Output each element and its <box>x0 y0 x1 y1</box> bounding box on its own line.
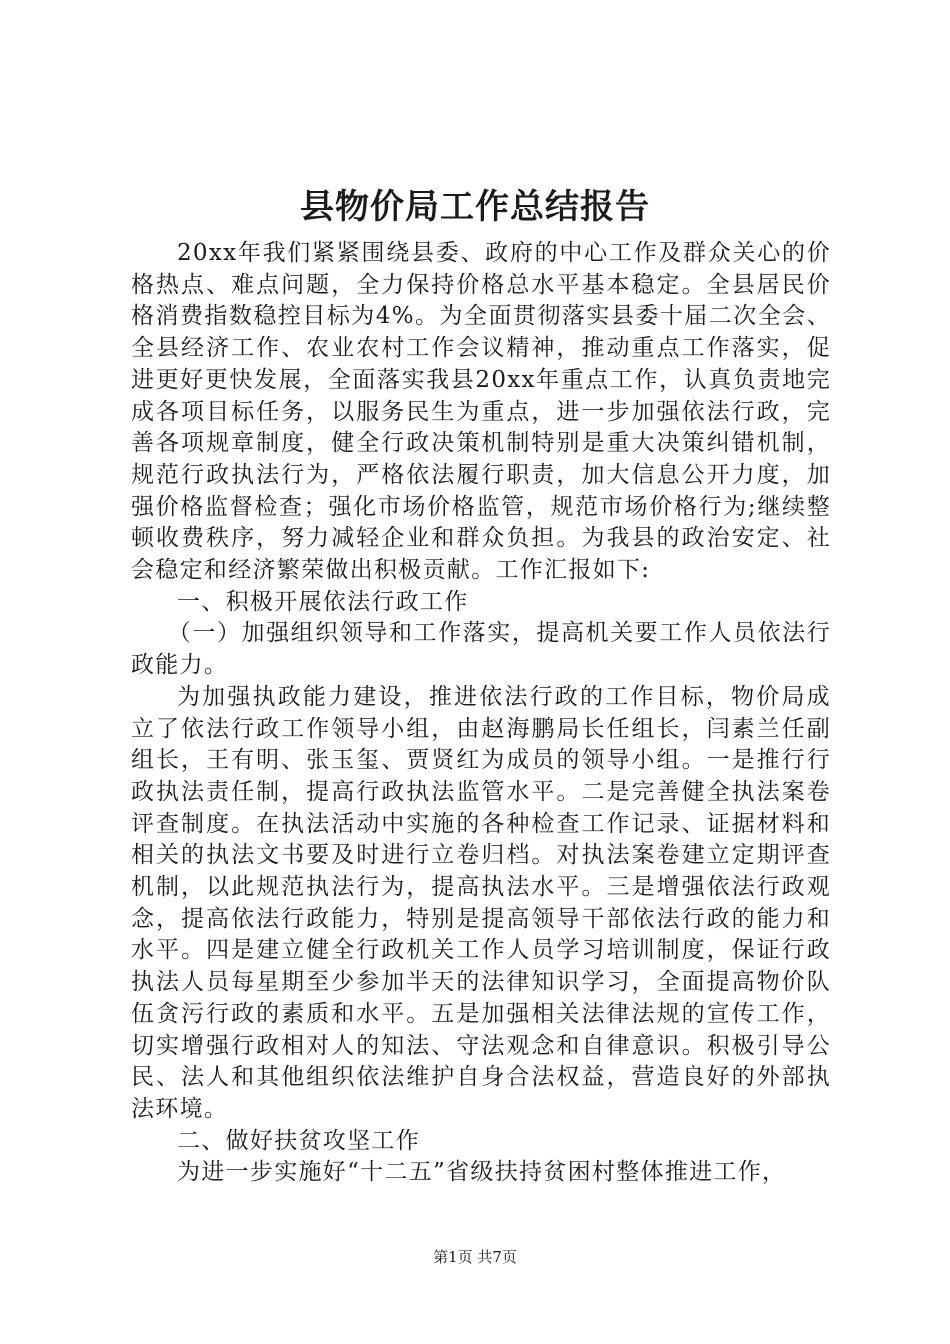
section-heading-2: 二、做好扶贫攻坚工作 <box>177 1127 420 1154</box>
section-1-paragraph: 为加强执政能力建设，推进依法行政的工作目标，物价局成立了依法行政工作领导小组，由赵海鹏局长任组长，闫素兰任副组长，王有明、张玉玺、贾贤红为成员的领导小组。一是推行行政执法责任制，提高行政执法监管水平。二是完善健全执法案卷评查制度。在执法活动中实施的各种检查工作记录、证据材料和相关的执法文书要及时进行立卷归档。对执法案卷建立定期评查机制，以此规范执法行为，提高执法水平。三是增强依法行政观念，提高依法行政能力，特别是提高领导干部依法行政的能力和水平。四是建立健全行政机关工作人员学习培训制度，保证行政执法人员每星期至少参加半天的法律知识学习，全面提高物价队伍贪污行政的素质和水平。五是加强相关法律法规的宣传工作，切实增强行政相对人的知法、守法观念和自律意识。积极引导公民、法人和其他组织依法维护自身合法权益，营造良好的外部执法环境。 <box>131 683 831 1122</box>
section-heading-1: 一、积极开展依法行政工作 <box>177 588 469 615</box>
intro-paragraph: 20xx年我们紧紧围绕县委、政府的中心工作及群众关心的价格热点、难点问题，全力保持价格总水平基本稳定。全县居民价格消费指数稳控目标为4%。为全面贯彻落实县委十届二次全会、全县经济工作、农业农村工作会议精神，推动重点工作落实，促进更好更快发展，全面落实我县20xx年重点工作，认真负责地完成各项目标任务，以服务民生为重点，进一步加强依法行政，完善各项规章制度，健全行政决策机制特别是重大决策纠错机制，规范行政执法行为，严格依法履行职责，加大信息公开力度，加强价格监督检查；强化市场价格监管，规范市场价格行为;继续整顿收费秩序，努力减轻企业和群众负担。为我县的政治安定、社会稳定和经济繁荣做出积极贡献。工作汇报如下: <box>131 240 831 584</box>
section-2-paragraph: 为进一步实施好“十二五”省级扶持贫困村整体推进工作， <box>177 1159 787 1186</box>
document-title: 县物价局工作总结报告 <box>300 187 650 227</box>
subsection-heading-1: （一）加强组织领导和工作落实，提高机关要工作人员依法行政能力。 <box>131 620 831 679</box>
document-body <box>131 238 831 1189</box>
page-number-footer: 第1页 共7页 <box>433 1248 517 1266</box>
